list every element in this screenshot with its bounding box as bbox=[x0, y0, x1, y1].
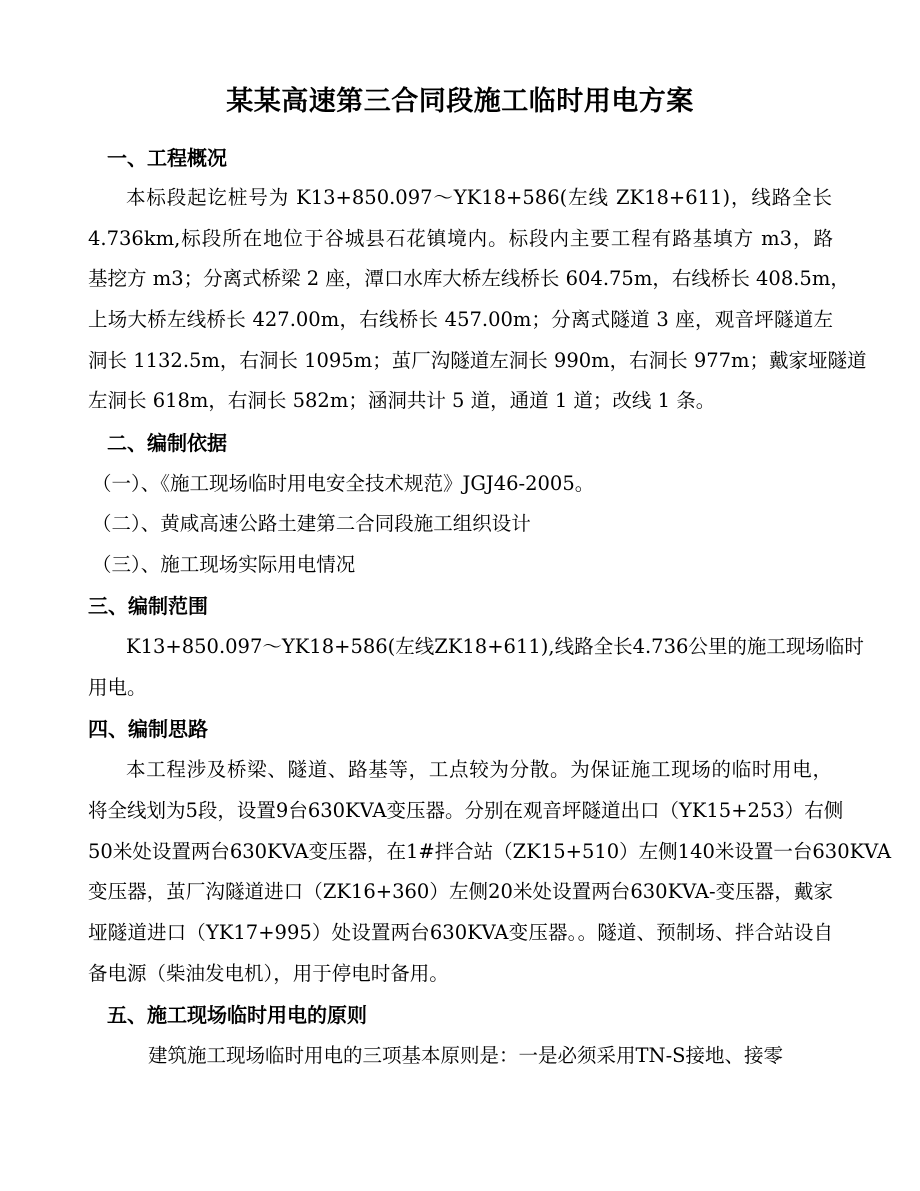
paragraph-line: 备电源（柴油发电机），用于停电时备用。 bbox=[88, 962, 449, 985]
paragraph-line: 建筑施工现场临时用电的三项基本原则是：一是必须采用TN-S接地、接零 bbox=[148, 1044, 784, 1067]
document-title: 某某高速第三合同段施工临时用电方案 bbox=[226, 86, 694, 117]
section-heading-overview: 一、工程概况 bbox=[107, 146, 227, 170]
paragraph-line: 本标段起讫桩号为 K13+850.097～YK18+586(左线 ZK18+611)，线路全长 bbox=[126, 186, 832, 209]
paragraph-line: 基挖方 m3；分离式桥梁 2 座，潭口水库大桥左线桥长 604.75m，右线桥长 408.5m， bbox=[88, 267, 850, 290]
paragraph-line: 50米处设置两台630KVA变压器，在1#拌合站（ZK15+510）左侧140米设置一台630KVA bbox=[88, 840, 892, 863]
paragraph-line: 变压器，茧厂沟隧道进口（ZK16+360）左侧20米处设置两台630KVA-变压器，戴家 bbox=[88, 880, 833, 903]
paragraph-line: 左洞长 618m，右洞长 582m；涵洞共计 5 道，通道 1 道；改线 1 条。 bbox=[88, 389, 716, 412]
list-item: （三）、施工现场实际用电情况 bbox=[92, 553, 356, 576]
paragraph-line: K13+850.097～YK18+586(左线ZK18+611),线路全长4.736公里的施工现场临时 bbox=[126, 635, 864, 658]
section-heading-principles: 五、施工现场临时用电的原则 bbox=[107, 1003, 367, 1027]
list-item: （一）、《施工现场临时用电安全技术规范》JGJ46-2005。 bbox=[92, 472, 595, 495]
section-heading-approach: 四、编制思路 bbox=[88, 717, 208, 741]
paragraph-line: 洞长 1132.5m，右洞长 1095m；茧厂沟隧道左洞长 990m，右洞长 977m；戴家垭隧道 bbox=[88, 349, 867, 372]
paragraph-line: 将全线划为5段，设置9台630KVA变压器。分别在观音坪隧道出口（YK15+253）右侧 bbox=[88, 799, 844, 822]
list-item: （二）、黄咸高速公路土建第二合同段施工组织设计 bbox=[92, 512, 531, 535]
paragraph-line: 上场大桥左线桥长 427.00m，右线桥长 457.00m；分离式隧道 3 座，观音坪隧道左 bbox=[88, 308, 833, 331]
section-heading-basis: 二、编制依据 bbox=[107, 431, 227, 455]
paragraph-line: 4.736km,标段所在地位于谷城县石花镇境内。标段内主要工程有路基填方 m3，路 bbox=[88, 227, 833, 250]
paragraph-line: 本工程涉及桥梁、隧道、路基等，工点较为分散。为保证施工现场的临时用电， bbox=[126, 758, 832, 781]
paragraph-line: 垭隧道进口（YK17+995）处设置两台630KVA变压器。。隧道、预制场、拌合站设自 bbox=[88, 921, 833, 944]
paragraph-line: 用电。 bbox=[88, 676, 147, 699]
section-heading-scope: 三、编制范围 bbox=[88, 594, 208, 618]
